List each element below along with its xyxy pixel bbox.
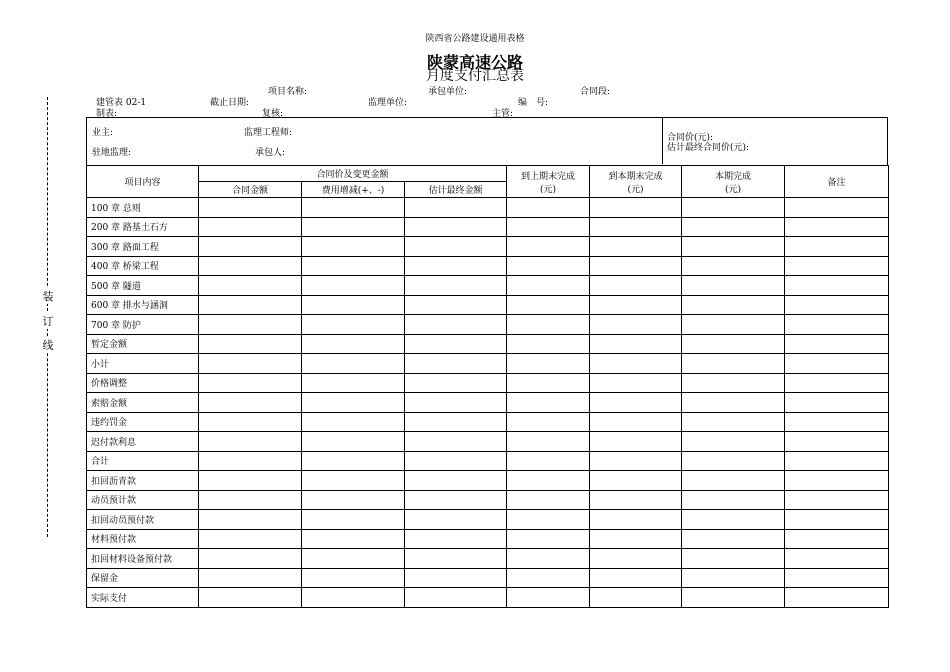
table-cell[interactable] — [507, 529, 590, 549]
number-label: 编 号: — [518, 98, 549, 108]
table-cell[interactable] — [785, 393, 889, 413]
table-cell[interactable] — [199, 393, 302, 413]
table-cell[interactable] — [682, 549, 785, 569]
table-cell[interactable] — [785, 354, 889, 374]
table-cell[interactable] — [199, 529, 302, 549]
page-subtitle: 月度支付汇总表 — [426, 68, 524, 84]
table-cell[interactable] — [590, 295, 682, 315]
table-row — [87, 510, 889, 530]
table-cell[interactable] — [785, 549, 889, 569]
header-contract-amount: 合同金额 — [199, 182, 302, 198]
table-cell[interactable] — [302, 588, 405, 608]
table-cell[interactable] — [785, 276, 889, 296]
table-cell[interactable] — [199, 373, 302, 393]
table-cell[interactable] — [302, 510, 405, 530]
table-row — [87, 412, 889, 432]
table-cell[interactable] — [785, 568, 889, 588]
table-cell[interactable] — [405, 568, 507, 588]
table-cell[interactable] — [507, 256, 590, 276]
table-cell[interactable] — [302, 412, 405, 432]
owner-label: 业主: — [92, 128, 114, 138]
header-this-period-text: 本期完成 — [715, 171, 752, 182]
table-cell[interactable] — [302, 471, 405, 491]
table-cell[interactable] — [405, 354, 507, 374]
supervising-engineer-label: 监理工程师: — [244, 128, 293, 138]
table-cell[interactable] — [405, 295, 507, 315]
table-cell[interactable] — [682, 373, 785, 393]
row-label: 暂定金额 — [87, 334, 199, 354]
table-cell[interactable] — [302, 237, 405, 257]
table-cell[interactable] — [682, 334, 785, 354]
table-cell[interactable] — [590, 568, 682, 588]
table-cell[interactable] — [405, 432, 507, 452]
table-cell[interactable] — [405, 588, 507, 608]
table-cell[interactable] — [785, 237, 889, 257]
row-label: 索赔金额 — [87, 393, 199, 413]
payment-summary-table — [86, 165, 889, 608]
page-title: 陕蒙高速公路 — [426, 53, 523, 72]
contract-section-label: 合同段: — [580, 87, 611, 97]
table-row — [87, 198, 889, 218]
info-box — [86, 117, 888, 166]
table-cell[interactable] — [682, 295, 785, 315]
table-cell[interactable] — [507, 393, 590, 413]
table-cell[interactable] — [785, 529, 889, 549]
table-cell[interactable] — [405, 315, 507, 335]
table-cell[interactable] — [682, 256, 785, 276]
row-label: 500 章 隧道 — [87, 276, 199, 296]
table-cell[interactable] — [199, 432, 302, 452]
table-row — [87, 276, 889, 296]
row-label: 实际支付 — [87, 588, 199, 608]
table-cell[interactable] — [405, 373, 507, 393]
table-cell[interactable] — [199, 237, 302, 257]
table-row — [87, 393, 889, 413]
table-cell[interactable] — [590, 588, 682, 608]
table-cell[interactable] — [507, 490, 590, 510]
table-cell[interactable] — [302, 393, 405, 413]
table-cell[interactable] — [507, 471, 590, 491]
table-cell[interactable] — [785, 451, 889, 471]
table-cell[interactable] — [785, 412, 889, 432]
table-cell[interactable] — [405, 334, 507, 354]
table-cell[interactable] — [590, 237, 682, 257]
table-cell[interactable] — [507, 237, 590, 257]
table-cell[interactable] — [405, 276, 507, 296]
row-label: 扣回动员预付款 — [87, 510, 199, 530]
table-row — [87, 315, 889, 335]
header-this-period — [682, 166, 785, 198]
table-cell[interactable] — [507, 588, 590, 608]
row-label: 200 章 路基土石方 — [87, 217, 199, 237]
header-curr-completed — [590, 166, 682, 198]
table-cell[interactable] — [590, 256, 682, 276]
table-row — [87, 237, 889, 257]
table-cell[interactable] — [302, 334, 405, 354]
table-cell[interactable] — [199, 490, 302, 510]
binding-char-1: 装 — [40, 288, 56, 304]
table-body — [87, 198, 889, 608]
table-row — [87, 588, 889, 608]
table-cell[interactable] — [590, 510, 682, 530]
table-cell[interactable] — [507, 568, 590, 588]
binding-char-2: 订 — [40, 313, 56, 329]
table-cell[interactable] — [785, 295, 889, 315]
table-row — [87, 256, 889, 276]
table-cell[interactable] — [590, 373, 682, 393]
table-cell[interactable] — [507, 198, 590, 218]
table-cell[interactable] — [507, 217, 590, 237]
table-row — [87, 334, 889, 354]
row-label: 动员预计款 — [87, 490, 199, 510]
table-cell[interactable] — [590, 529, 682, 549]
table-cell[interactable] — [590, 334, 682, 354]
table-cell[interactable] — [682, 412, 785, 432]
table-cell[interactable] — [302, 549, 405, 569]
table-cell[interactable] — [682, 393, 785, 413]
table-cell[interactable] — [682, 217, 785, 237]
table-row — [87, 354, 889, 374]
table-cell[interactable] — [785, 256, 889, 276]
table-cell[interactable] — [682, 315, 785, 335]
table-cell[interactable] — [785, 315, 889, 335]
table-cell[interactable] — [590, 354, 682, 374]
row-label: 迟付款利息 — [87, 432, 199, 452]
table-cell[interactable] — [199, 354, 302, 374]
table-row — [87, 295, 889, 315]
row-label: 小计 — [87, 354, 199, 374]
table-cell[interactable] — [590, 276, 682, 296]
table-cell[interactable] — [302, 217, 405, 237]
table-cell[interactable] — [507, 334, 590, 354]
table-cell[interactable] — [682, 276, 785, 296]
table-cell[interactable] — [405, 217, 507, 237]
table-cell[interactable] — [199, 412, 302, 432]
estimated-final-price-label: 估计最终合同价(元): — [667, 143, 750, 153]
table-cell[interactable] — [507, 451, 590, 471]
header-prev-completed — [507, 166, 590, 198]
table-cell[interactable] — [405, 412, 507, 432]
table-cell[interactable] — [785, 373, 889, 393]
table-cell[interactable] — [199, 256, 302, 276]
table-cell[interactable] — [507, 295, 590, 315]
reviewed-by-label: 复核: — [262, 109, 284, 119]
table-cell[interactable] — [302, 529, 405, 549]
row-label: 扣回沥青款 — [87, 471, 199, 491]
table-cell[interactable] — [199, 588, 302, 608]
table-cell[interactable] — [302, 276, 405, 296]
table-cell[interactable] — [785, 588, 889, 608]
table-row — [87, 451, 889, 471]
header-prev-completed-text: 到上期末完成 — [521, 171, 576, 182]
table-cell[interactable] — [590, 393, 682, 413]
contractor-unit-label: 承包单位: — [428, 87, 468, 97]
table-cell[interactable] — [199, 315, 302, 335]
table-cell[interactable] — [199, 217, 302, 237]
table-cell[interactable] — [405, 549, 507, 569]
supervision-unit-label: 监理单位: — [368, 98, 408, 108]
table-cell[interactable] — [590, 549, 682, 569]
table-row — [87, 471, 889, 491]
table-cell[interactable] — [785, 334, 889, 354]
table-cell[interactable] — [785, 217, 889, 237]
header-this-period-unit: (元) — [725, 184, 742, 195]
table-cell[interactable] — [507, 549, 590, 569]
table-cell[interactable] — [682, 354, 785, 374]
table-cell[interactable] — [785, 510, 889, 530]
table-cell[interactable] — [302, 198, 405, 218]
table-row — [87, 490, 889, 510]
table-cell[interactable] — [199, 295, 302, 315]
table-cell[interactable] — [405, 471, 507, 491]
info-box-divider — [662, 117, 663, 164]
form-code: 建管表 02-1 — [96, 98, 147, 108]
resident-supervisor-label: 驻地监理: — [92, 148, 132, 158]
table-cell[interactable] — [199, 198, 302, 218]
table-cell[interactable] — [590, 451, 682, 471]
table-cell[interactable] — [199, 510, 302, 530]
table-cell[interactable] — [405, 256, 507, 276]
table-cell[interactable] — [302, 295, 405, 315]
contractor-label: 承包人: — [255, 148, 286, 158]
supervisor-label: 主管: — [492, 109, 514, 119]
binding-char-3: 线 — [40, 337, 56, 353]
header-estimated-final: 估计最终金额 — [405, 182, 507, 198]
table-cell[interactable] — [785, 490, 889, 510]
table-cell[interactable] — [590, 471, 682, 491]
table-cell[interactable] — [405, 451, 507, 471]
table-cell[interactable] — [507, 276, 590, 296]
table-cell[interactable] — [302, 451, 405, 471]
table-cell[interactable] — [590, 217, 682, 237]
row-label: 违约罚金 — [87, 412, 199, 432]
table-cell[interactable] — [199, 471, 302, 491]
table-cell[interactable] — [405, 198, 507, 218]
table-cell[interactable] — [302, 256, 405, 276]
table-cell[interactable] — [682, 490, 785, 510]
table-cell[interactable] — [590, 198, 682, 218]
table-cell[interactable] — [405, 510, 507, 530]
table-cell[interactable] — [682, 198, 785, 218]
table-cell[interactable] — [785, 198, 889, 218]
table-cell[interactable] — [199, 568, 302, 588]
header-remarks: 备注 — [785, 166, 889, 198]
table-cell[interactable] — [199, 549, 302, 569]
row-label: 合计 — [87, 451, 199, 471]
contract-price-label: 合同价(元): — [667, 133, 714, 143]
header-cost-change: 费用增减(+、-) — [302, 182, 405, 198]
table-cell[interactable] — [507, 354, 590, 374]
table-cell[interactable] — [590, 315, 682, 335]
table-row — [87, 373, 889, 393]
header-prev-completed-unit: (元) — [540, 184, 557, 195]
table-cell[interactable] — [590, 490, 682, 510]
prepared-by-label: 制表: — [96, 109, 118, 119]
header-contract-group: 合同价及变更金额 — [199, 166, 507, 182]
row-label: 300 章 路面工程 — [87, 237, 199, 257]
table-cell[interactable] — [405, 237, 507, 257]
table-cell[interactable] — [302, 354, 405, 374]
table-cell[interactable] — [507, 315, 590, 335]
table-cell[interactable] — [199, 276, 302, 296]
table-cell[interactable] — [507, 412, 590, 432]
project-name-label: 项目名称: — [268, 87, 308, 97]
table-row — [87, 568, 889, 588]
table-cell[interactable] — [682, 237, 785, 257]
table-cell[interactable] — [302, 315, 405, 335]
table-cell[interactable] — [507, 510, 590, 530]
table-cell[interactable] — [302, 490, 405, 510]
header-item: 项目内容 — [87, 166, 199, 198]
table-cell[interactable] — [302, 568, 405, 588]
row-label: 400 章 桥梁工程 — [87, 256, 199, 276]
table-row — [87, 549, 889, 569]
table-cell[interactable] — [302, 432, 405, 452]
table-cell[interactable] — [682, 471, 785, 491]
table-cell[interactable] — [590, 432, 682, 452]
table-cell[interactable] — [785, 471, 889, 491]
row-label: 保留金 — [87, 568, 199, 588]
header-curr-completed-text: 到本期末完成 — [608, 171, 663, 182]
row-label: 600 章 排水与涵洞 — [87, 295, 199, 315]
form-series-note: 陕西省公路建设通用表格 — [425, 34, 525, 44]
table-row — [87, 432, 889, 452]
table-cell[interactable] — [199, 451, 302, 471]
row-label: 价格调整 — [87, 373, 199, 393]
header-curr-completed-unit: (元) — [627, 184, 644, 195]
table-cell[interactable] — [682, 451, 785, 471]
row-label: 100 章 总则 — [87, 198, 199, 218]
table-cell[interactable] — [405, 529, 507, 549]
table-cell[interactable] — [199, 334, 302, 354]
cutoff-date-label: 截止日期: — [210, 98, 250, 108]
row-label: 700 章 防护 — [87, 315, 199, 335]
table-cell[interactable] — [682, 588, 785, 608]
table-row — [87, 217, 889, 237]
table-cell[interactable] — [507, 432, 590, 452]
table-cell[interactable] — [507, 373, 590, 393]
table-cell[interactable] — [405, 490, 507, 510]
table-cell[interactable] — [590, 412, 682, 432]
row-label: 扣回材料设备预付款 — [87, 549, 199, 569]
table-cell[interactable] — [405, 393, 507, 413]
table-cell[interactable] — [785, 432, 889, 452]
table-cell[interactable] — [682, 432, 785, 452]
table-row — [87, 529, 889, 549]
table-cell[interactable] — [682, 510, 785, 530]
table-cell[interactable] — [682, 529, 785, 549]
table-cell[interactable] — [682, 568, 785, 588]
row-label: 材料预付款 — [87, 529, 199, 549]
table-cell[interactable] — [302, 373, 405, 393]
